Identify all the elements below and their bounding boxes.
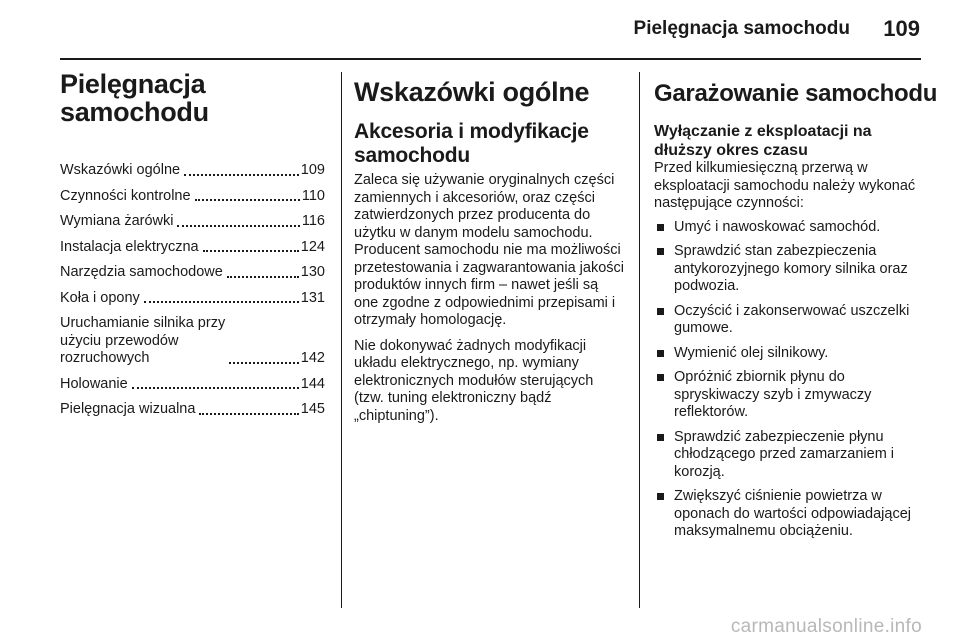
checklist-item [654, 303, 919, 338]
toc-entry-page: 109 [300, 162, 325, 178]
toc-leader-dots [184, 173, 299, 176]
checklist-item-text: Sprawdzić stan zabezpieczenia antykorozyjnego komory silnika oraz podwozia. [674, 243, 908, 294]
toc-entry-page: 142 [300, 350, 325, 366]
checklist-item [654, 488, 919, 541]
toc-leader-dots [132, 386, 299, 389]
toc-entry-page: 130 [300, 264, 325, 280]
header-rule [60, 58, 921, 60]
checklist-item-text: Sprawdzić zabezpieczenie płynu chłodzącego przed zamarzaniem i korozją. [674, 428, 895, 480]
section-subtitle: Akcesoria i modyfikacje samochodu [354, 120, 589, 167]
toc-leader-dots [144, 300, 299, 303]
toc-entry-label: Uruchamianie silnika przy użyciu przewodów rozruchowych [60, 315, 226, 366]
toc-leader-dots [177, 224, 299, 227]
toc-leader-dots [195, 198, 300, 201]
column-divider-2 [639, 72, 640, 608]
bullet-square-icon [657, 493, 664, 500]
toc-entry-label: Koła i opony [60, 289, 140, 306]
section-title: Garażowanie samochodu [654, 80, 938, 107]
toc-column [60, 70, 325, 427]
toc-leader-dots [199, 412, 298, 415]
bullet-square-icon [657, 308, 664, 315]
storage-intro: Przed kilkumiesięczną przerwą w eksploatacji samochodu należy wykonać następujące czynności: [654, 160, 916, 211]
toc-entry-page: 110 [301, 187, 325, 204]
toc-entry-label: Pielęgnacja wizualna [60, 401, 196, 417]
checklist-item-text: Umyć i nawoskować samochód. [674, 218, 881, 235]
chapter-title: Pielęgnacja samochodu [60, 69, 209, 127]
bullet-square-icon [657, 434, 664, 441]
checklist-item-text: Zwiększyć ciśnienie powietrza w oponach do wartości odpowiadającej maksymalnemu obciążeniu. [674, 488, 911, 539]
section-title: Wskazówki ogólne [354, 77, 590, 107]
page-number: 109 [883, 16, 920, 41]
toc-entry-label: Wymiana żarówki [60, 213, 174, 229]
toc-entry[interactable] [60, 213, 325, 231]
toc-entry[interactable] [60, 239, 325, 257]
toc-leader-dots [227, 275, 299, 278]
toc-entry[interactable] [60, 315, 325, 368]
toc-entry[interactable] [60, 162, 325, 180]
checklist-item [654, 345, 919, 363]
header-title: Pielęgnacja samochodu [633, 18, 850, 39]
storage-checklist [654, 219, 919, 541]
checklist-item [654, 219, 919, 237]
toc-entry-page: 131 [300, 289, 325, 306]
checklist-item-text: Wymienić olej silnikowy. [674, 344, 829, 361]
column-divider-1 [341, 72, 342, 608]
toc-entry-page: 144 [300, 375, 325, 392]
section-subtitle: Wyłączanie z eksploatacji na dłuższy okres czasu [654, 123, 872, 159]
storage-column [654, 70, 938, 548]
toc-entry-label: Czynności kontrolne [60, 187, 191, 204]
toc-leader-dots [203, 249, 299, 252]
paragraph-accessories: Zaleca się używanie oryginalnych części zamiennych i akcesoriów, oraz części zatwierdzonych przez producenta do użytku w danym modelu samochodu. Producent samochodu nie ma możliwości przetestowania i zagwarantowania jakości produktów innych firm – nawet jeśli są one zgodne z odpowiednimi przepisami i otrzymały homologację. [354, 172, 625, 328]
toc-leader-dots [229, 361, 299, 364]
checklist-item [654, 369, 919, 422]
toc-entry[interactable] [60, 376, 325, 394]
checklist-item-text: Oczyścić i zakonserwować uszczelki gumowe. [674, 302, 910, 336]
bullet-square-icon [657, 248, 664, 255]
bullet-square-icon [657, 350, 664, 357]
toc-entry-label: Narzędzia samochodowe [60, 264, 223, 280]
watermark: carmanualsonline.info [730, 616, 922, 637]
checklist-item-text: Opróżnić zbiornik płynu do spryskiwaczy szyb i zmywaczy reflektorów. [674, 369, 872, 420]
checklist-item [654, 243, 919, 296]
checklist-item [654, 429, 919, 482]
general-guidance-column [354, 70, 626, 425]
toc-entry[interactable] [60, 401, 325, 419]
table-of-contents [60, 162, 325, 419]
toc-entry-label: Wskazówki ogólne [60, 162, 181, 178]
toc-entry-page: 145 [300, 401, 325, 417]
toc-entry-label: Holowanie [60, 375, 128, 392]
toc-entry-page: 124 [300, 238, 325, 255]
paragraph-modifications: Nie dokonywać żadnych modyfikacji układu elektrycznego, np. wymiany elektronicznych modułów sterujących (tzw. tuning elektroniczny bądź „chiptuning”). [354, 337, 594, 424]
toc-entry-label: Instalacja elektryczna [60, 238, 199, 255]
toc-entry[interactable] [60, 264, 325, 282]
bullet-square-icon [657, 374, 664, 381]
toc-entry[interactable] [60, 188, 325, 206]
toc-entry-page: 116 [301, 213, 325, 229]
bullet-square-icon [657, 224, 664, 231]
toc-entry[interactable] [60, 290, 325, 308]
